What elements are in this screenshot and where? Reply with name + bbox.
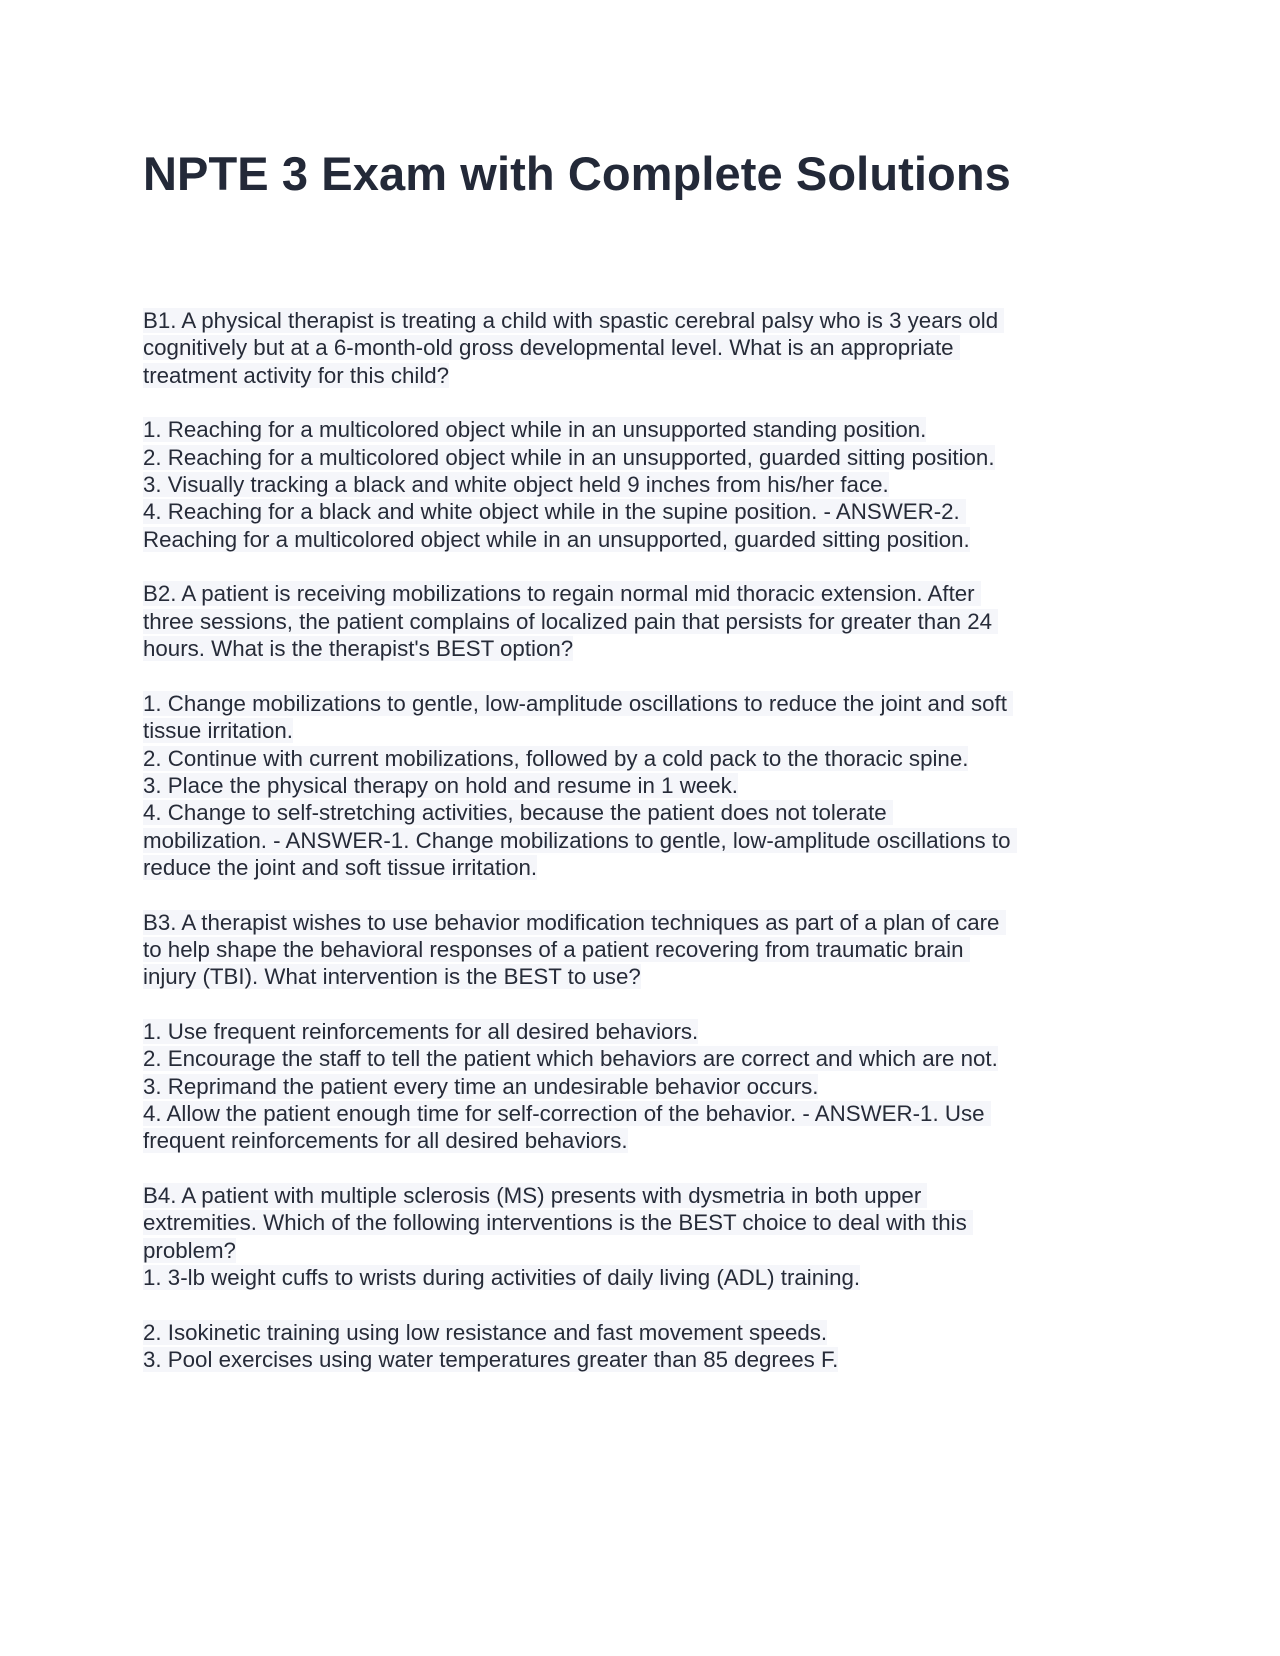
text-line bbox=[143, 1018, 1017, 1045]
text-line-content: injury (TBI). What intervention is the BEST to use? bbox=[143, 964, 641, 990]
text-line bbox=[143, 963, 1017, 990]
text-line-content: problem? bbox=[143, 1237, 236, 1263]
text-line bbox=[143, 362, 1017, 389]
document-body bbox=[143, 307, 1017, 1373]
text-line bbox=[143, 909, 1017, 936]
text-line bbox=[143, 772, 1017, 799]
blank-line bbox=[143, 881, 1017, 908]
blank-line bbox=[143, 1291, 1017, 1318]
text-line-content: 3. Place the physical therapy on hold and resume in 1 week. bbox=[143, 772, 738, 798]
text-line-content: 1. Reaching for a multicolored object while in an unsupported standing position. bbox=[143, 417, 927, 443]
text-line bbox=[143, 1073, 1017, 1100]
text-line-content: 3. Reprimand the patient every time an undesirable behavior occurs. bbox=[143, 1073, 819, 1099]
text-line-content: B1. A physical therapist is treating a child with spastic cerebral palsy who is 3 years old bbox=[143, 308, 1005, 333]
text-line bbox=[143, 1237, 1017, 1264]
text-line-content: 2. Isokinetic training using low resistance and fast movement speeds. bbox=[143, 1319, 828, 1345]
text-line bbox=[143, 471, 1017, 498]
text-line bbox=[143, 608, 1017, 635]
text-line-content: B3. A therapist wishes to use behavior modification techniques as part of a plan of care bbox=[143, 909, 1006, 935]
text-line-content: 2. Reaching for a multicolored object while in an unsupported, guarded sitting position. bbox=[143, 444, 995, 470]
text-line-content: treatment activity for this child? bbox=[143, 362, 450, 388]
text-line bbox=[143, 1264, 1017, 1291]
text-line-content: cognitively but at a 6-month-old gross developmental level. What is an appropriate bbox=[143, 335, 960, 361]
text-line-content: mobilization. - ANSWER-1. Change mobilizations to gentle, low-amplitude oscillations to bbox=[143, 827, 1017, 853]
text-line-content: tissue irritation. bbox=[143, 718, 293, 744]
text-line-content: 3. Visually tracking a black and white object held 9 inches from his/her face. bbox=[143, 472, 889, 498]
text-line bbox=[143, 580, 1017, 607]
document-title: NPTE 3 Exam with Complete Solutions bbox=[143, 147, 1011, 200]
blank-line bbox=[143, 389, 1017, 416]
text-line-content: 4. Change to self-stretching activities, because the patient does not tolerate bbox=[143, 800, 893, 826]
text-line bbox=[143, 1182, 1017, 1209]
text-line bbox=[143, 334, 1017, 361]
text-line bbox=[143, 1127, 1017, 1154]
text-line bbox=[143, 526, 1017, 553]
text-line bbox=[143, 717, 1017, 744]
text-line-content: to help shape the behavioral responses of a patient recovering from traumatic brain bbox=[143, 936, 970, 962]
text-line-content: reduce the joint and soft tissue irritation. bbox=[143, 854, 538, 880]
text-line-content: 1. Change mobilizations to gentle, low-amplitude oscillations to reduce the joint and soft bbox=[143, 690, 1014, 716]
text-line bbox=[143, 444, 1017, 471]
text-line-content: B2. A patient is receiving mobilizations to regain normal mid thoracic extension. After bbox=[143, 581, 981, 607]
text-line bbox=[143, 936, 1017, 963]
text-line-content: 4. Allow the patient enough time for self-correction of the behavior. - ANSWER-1. Use bbox=[143, 1100, 991, 1126]
text-line-content: extremities. Which of the following interventions is the BEST choice to deal with this bbox=[143, 1210, 973, 1236]
text-line bbox=[143, 1100, 1017, 1127]
text-line bbox=[143, 854, 1017, 881]
text-line bbox=[143, 745, 1017, 772]
text-line-content: Reaching for a multicolored object while in an unsupported, guarded sitting position. bbox=[143, 526, 970, 552]
text-line-content: three sessions, the patient complains of localized pain that persists for greater than 24 bbox=[143, 608, 999, 634]
text-line bbox=[143, 1346, 1017, 1373]
text-line bbox=[143, 690, 1017, 717]
text-line bbox=[143, 635, 1017, 662]
text-line bbox=[143, 1209, 1017, 1236]
text-line-content: B4. A patient with multiple sclerosis (MS) presents with dysmetria in both upper bbox=[143, 1183, 928, 1208]
text-line-content: 4. Reaching for a black and white object while in the supine position. - ANSWER-2. bbox=[143, 499, 966, 525]
text-line-content: hours. What is the therapist's BEST option? bbox=[143, 636, 574, 662]
blank-line bbox=[143, 553, 1017, 580]
text-line-content: 2. Encourage the staff to tell the patient which behaviors are correct and which are not. bbox=[143, 1046, 998, 1072]
text-line bbox=[143, 827, 1017, 854]
text-line-content: 3. Pool exercises using water temperatures greater than 85 degrees F. bbox=[143, 1347, 839, 1373]
blank-line bbox=[143, 662, 1017, 689]
blank-line bbox=[143, 991, 1017, 1018]
text-line bbox=[143, 1045, 1017, 1072]
text-line bbox=[143, 799, 1017, 826]
text-line-content: 2. Continue with current mobilizations, followed by a cold pack to the thoracic spine. bbox=[143, 745, 969, 771]
text-line bbox=[143, 307, 1017, 334]
text-line bbox=[143, 1319, 1017, 1346]
text-line bbox=[143, 498, 1017, 525]
text-line bbox=[143, 416, 1017, 443]
text-line-content: frequent reinforcements for all desired behaviors. bbox=[143, 1128, 628, 1154]
text-line-content: 1. 3-lb weight cuffs to wrists during activities of daily living (ADL) training. bbox=[143, 1265, 861, 1291]
blank-line bbox=[143, 1155, 1017, 1182]
text-line-content: 1. Use frequent reinforcements for all desired behaviors. bbox=[143, 1018, 699, 1044]
